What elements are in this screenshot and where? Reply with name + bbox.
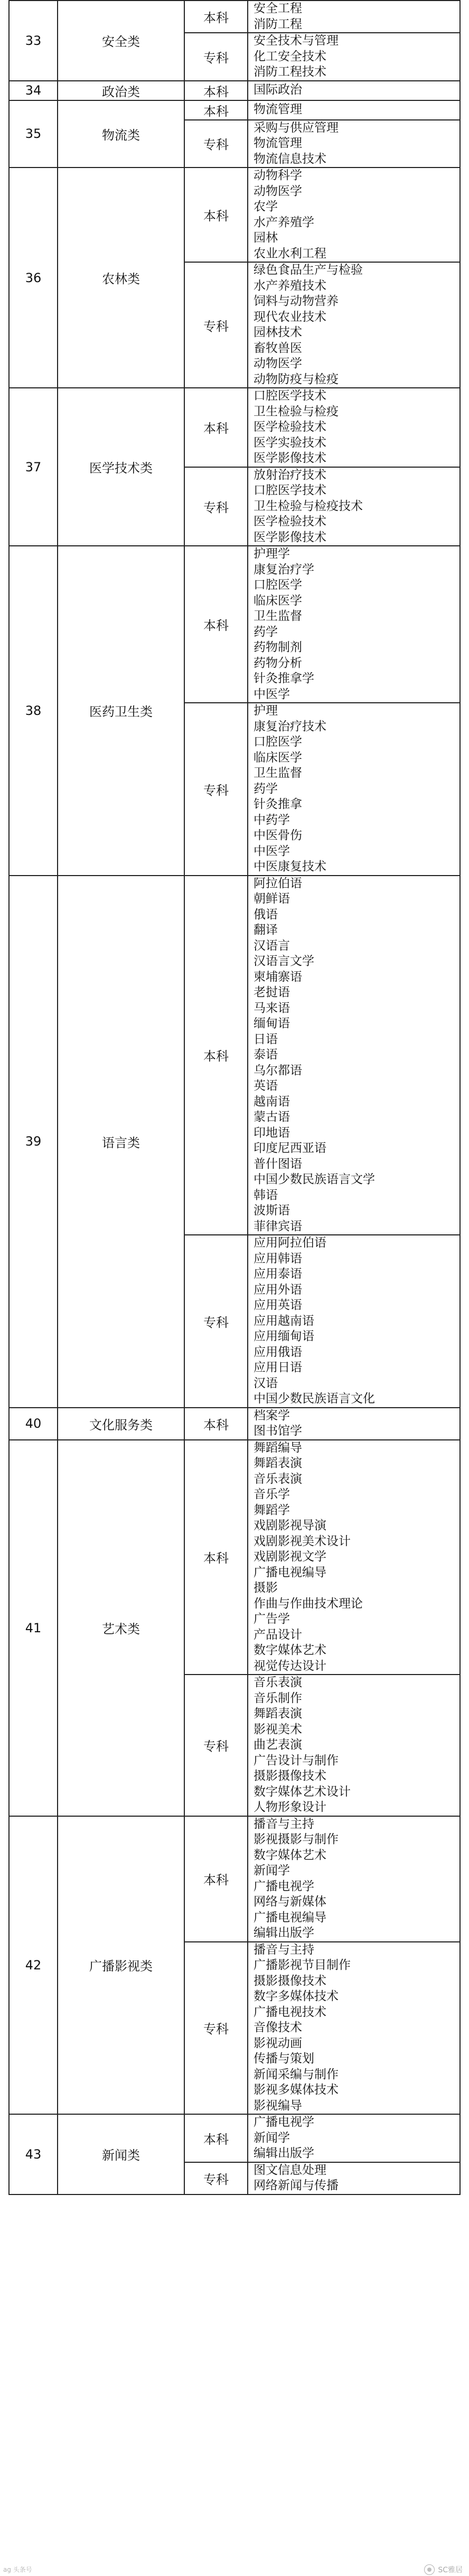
majors-list-cell (248, 1675, 460, 1816)
major-item: 动物医学 (254, 184, 302, 198)
major-item: 蒙古语 (254, 1110, 290, 1124)
table-row (9, 168, 460, 262)
table-row (9, 2114, 460, 2162)
table-row (9, 81, 460, 100)
major-item: 医学检验技术 (254, 515, 326, 528)
major-item: 菲律宾语 (254, 1219, 302, 1233)
major-item: 产品设计 (254, 1628, 302, 1642)
row-number-cell: 33 (9, 1, 58, 81)
major-item: 新闻学 (254, 2131, 290, 2145)
major-item: 针灸推拿 (254, 797, 302, 811)
major-item: 英语 (254, 1079, 278, 1093)
major-item: 影视动画 (254, 2036, 302, 2050)
row-number-cell: 36 (9, 168, 58, 388)
major-item: 摄影 (254, 1581, 278, 1595)
majors-list-cell (248, 388, 460, 467)
major-item: 泰语 (254, 1048, 278, 1062)
major-item: 药学 (254, 782, 278, 796)
major-item: 摄影摄像技术 (254, 1974, 326, 1988)
major-item: 广播电视技术 (254, 2005, 326, 2019)
major-item: 应用俄语 (254, 1345, 302, 1359)
major-item: 康复治疗技术 (254, 719, 326, 733)
major-item: 医学影像技术 (254, 451, 326, 465)
major-item: 口腔医学 (254, 578, 302, 592)
major-item: 广播电视编导 (254, 1910, 326, 1924)
major-item: 园林技术 (254, 326, 302, 339)
degree-level-cell: 专科 (184, 1942, 248, 2115)
majors-list-cell (248, 467, 460, 546)
major-item: 应用英语 (254, 1298, 302, 1312)
majors-list-cell (248, 546, 460, 703)
degree-level-cell: 本科 (184, 876, 248, 1235)
degree-level-cell: 本科 (184, 1, 248, 33)
major-item: 口腔医学 (254, 735, 302, 749)
major-item: 影视摄影与制作 (254, 1833, 339, 1846)
major-item: 园林 (254, 231, 278, 245)
degree-level-cell: 本科 (184, 546, 248, 703)
major-item: 动物防疫与检疫 (254, 372, 339, 386)
major-item: 越南语 (254, 1094, 290, 1109)
major-item: 图文信息处理 (254, 2163, 326, 2177)
major-item: 戏剧影视美术设计 (254, 1534, 351, 1548)
major-item: 影视编导 (254, 2098, 302, 2113)
major-item: 医学影像技术 (254, 530, 326, 544)
table-row (9, 388, 460, 467)
row-number-cell: 38 (9, 546, 58, 876)
major-item: 应用泰语 (254, 1267, 302, 1281)
major-item: 缅甸语 (254, 1017, 290, 1030)
major-item: 物流信息技术 (254, 152, 326, 166)
major-item: 应用日语 (254, 1361, 302, 1374)
major-item: 音乐学 (254, 1487, 290, 1501)
degree-level-cell: 专科 (184, 467, 248, 546)
category-cell: 物流类 (58, 100, 184, 168)
major-item: 药物分析 (254, 656, 302, 670)
row-number-cell: 35 (9, 100, 58, 168)
major-item: 广播电视学 (254, 2115, 314, 2129)
watermark-text: SC雅居 (438, 2566, 463, 2574)
major-item: 应用缅甸语 (254, 1329, 314, 1343)
major-item: 舞蹈表演 (254, 1707, 302, 1721)
watermark-left: ag 头条号 (3, 2566, 32, 2573)
major-item: 药学 (254, 625, 278, 639)
major-item: 采购与供应管理 (254, 120, 339, 135)
major-item: 汉语 (254, 1376, 278, 1390)
degree-level-cell: 本科 (184, 1440, 248, 1675)
major-item: 动物科学 (254, 169, 302, 182)
major-item: 波斯语 (254, 1204, 290, 1217)
major-item: 应用阿拉伯语 (254, 1236, 326, 1250)
category-cell: 广播影视类 (58, 1816, 184, 2115)
major-item: 印度尼西亚语 (254, 1141, 326, 1155)
major-item: 针灸推拿学 (254, 672, 314, 685)
major-item: 中医骨伤 (254, 829, 302, 842)
major-item: 农学 (254, 200, 278, 213)
major-item: 水产养殖技术 (254, 278, 326, 293)
major-item: 普什图语 (254, 1157, 302, 1171)
degree-level-cell: 本科 (184, 2114, 248, 2162)
majors-list-cell (248, 2114, 460, 2162)
major-item: 动物医学 (254, 357, 302, 370)
degree-level-cell: 本科 (184, 1408, 248, 1440)
category-cell: 艺术类 (58, 1440, 184, 1816)
majors-list-cell (248, 262, 460, 388)
row-number-cell: 40 (9, 1408, 58, 1440)
major-item: 数字媒体艺术设计 (254, 1784, 351, 1799)
major-item: 播音与主持 (254, 1817, 314, 1831)
major-item: 乌尔都语 (254, 1063, 302, 1077)
major-item: 新闻采编与制作 (254, 2067, 339, 2081)
major-item: 医学检验技术 (254, 420, 326, 434)
major-item: 放射治疗技术 (254, 468, 326, 482)
major-item: 音乐制作 (254, 1691, 302, 1705)
major-item: 绿色食品生产与检验 (254, 263, 363, 277)
major-item: 卫生监督 (254, 766, 302, 780)
table-row (9, 546, 460, 703)
table-row (9, 1, 460, 33)
degree-level-cell: 专科 (184, 1235, 248, 1408)
majors-list-cell (248, 1816, 460, 1942)
majors-list-cell (248, 1, 460, 33)
major-item: 影视多媒体技术 (254, 2083, 339, 2097)
category-cell: 农林类 (58, 168, 184, 388)
row-number-cell: 39 (9, 876, 58, 1408)
major-item: 卫生检验与检疫技术 (254, 499, 363, 513)
major-item: 化工安全技术 (254, 49, 326, 63)
majors-list-cell (248, 120, 460, 168)
table-row (9, 1408, 460, 1440)
major-item: 传播与策划 (254, 2052, 314, 2066)
degree-level-cell: 本科 (184, 81, 248, 100)
watermark (424, 2564, 463, 2575)
majors-list-cell (248, 1942, 460, 2115)
major-item: 畜牧兽医 (254, 341, 302, 355)
major-item: 中药学 (254, 813, 290, 827)
major-item: 朝鲜语 (254, 892, 290, 906)
major-item: 数字媒体艺术 (254, 1643, 326, 1657)
majors-list-cell (248, 168, 460, 262)
major-item: 物流管理 (254, 136, 302, 150)
major-item: 韩语 (254, 1188, 278, 1202)
major-item: 图书馆学 (254, 1424, 302, 1438)
row-number-cell: 43 (9, 2114, 58, 2194)
degree-level-cell: 专科 (184, 262, 248, 388)
major-item: 广播电视学 (254, 1879, 314, 1893)
degree-level-cell: 本科 (184, 168, 248, 262)
table-row (9, 100, 460, 120)
degree-level-cell: 专科 (184, 2162, 248, 2194)
major-item: 应用外语 (254, 1282, 302, 1297)
major-item: 中医康复技术 (254, 860, 326, 873)
major-item: 口腔医学技术 (254, 483, 326, 497)
major-item: 国际政治 (254, 83, 302, 97)
majors-list-cell (248, 1235, 460, 1408)
major-item: 药物制剂 (254, 640, 302, 654)
category-cell: 医学技术类 (58, 388, 184, 546)
major-item: 编辑出版学 (254, 1926, 314, 1940)
major-item: 中医学 (254, 844, 290, 858)
major-item: 卫生检验与检疫 (254, 404, 339, 419)
degree-level-cell: 本科 (184, 1816, 248, 1942)
major-item: 阿拉伯语 (254, 876, 302, 890)
category-cell: 政治类 (58, 81, 184, 100)
major-item: 物流管理 (254, 103, 302, 117)
row-number-cell: 41 (9, 1440, 58, 1816)
major-item: 播音与主持 (254, 1942, 314, 1957)
majors-list-cell (248, 2162, 460, 2194)
major-item: 作曲与作曲技术理论 (254, 1596, 363, 1611)
majors-list-cell (248, 81, 460, 100)
category-cell: 语言类 (58, 876, 184, 1408)
degree-level-cell: 本科 (184, 100, 248, 120)
major-item: 临床医学 (254, 593, 302, 608)
major-item: 康复治疗学 (254, 562, 314, 576)
major-item: 音乐表演 (254, 1472, 302, 1486)
category-cell: 医药卫生类 (58, 546, 184, 876)
degree-level-cell: 本科 (184, 388, 248, 467)
major-item: 广告学 (254, 1612, 290, 1626)
major-item: 戏剧影视导演 (254, 1519, 326, 1532)
major-item: 安全技术与管理 (254, 34, 339, 48)
major-item: 音乐表演 (254, 1676, 302, 1689)
major-item: 日语 (254, 1032, 278, 1046)
major-item: 数字多媒体技术 (254, 1989, 339, 2003)
major-item: 广播电视编导 (254, 1565, 326, 1579)
major-item: 舞蹈学 (254, 1503, 290, 1517)
row-number-cell: 42 (9, 1816, 58, 2115)
major-item: 编辑出版学 (254, 2146, 314, 2160)
majors-list-cell (248, 703, 460, 876)
major-item: 马来语 (254, 1001, 290, 1015)
category-cell: 安全类 (58, 1, 184, 81)
major-item: 摄影摄像技术 (254, 1769, 326, 1783)
majors-table (8, 0, 461, 2195)
major-item: 翻译 (254, 923, 278, 937)
major-item: 音像技术 (254, 2021, 302, 2034)
major-item: 影视美术 (254, 1722, 302, 1736)
major-item: 安全工程 (254, 2, 302, 15)
table-row (9, 1440, 460, 1675)
major-item: 卫生监督 (254, 609, 302, 623)
major-item: 曲艺表演 (254, 1738, 302, 1752)
major-item: 护理 (254, 704, 278, 718)
major-item: 广播影视节目制作 (254, 1958, 351, 1972)
category-cell: 文化服务类 (58, 1408, 184, 1440)
major-item: 护理学 (254, 547, 290, 561)
major-item: 印地语 (254, 1126, 290, 1140)
major-item: 档案学 (254, 1408, 290, 1422)
major-item: 汉语言文学 (254, 954, 314, 968)
major-item: 口腔医学技术 (254, 389, 326, 403)
major-item: 汉语言 (254, 938, 290, 953)
table-row (9, 1816, 460, 1942)
major-item: 新闻学 (254, 1864, 290, 1877)
major-item: 数字媒体艺术 (254, 1848, 326, 1862)
major-item: 水产养殖学 (254, 215, 314, 229)
major-item: 广告设计与制作 (254, 1753, 339, 1768)
degree-level-cell: 专科 (184, 33, 248, 81)
major-item: 临床医学 (254, 750, 302, 765)
major-item: 舞蹈编导 (254, 1440, 302, 1455)
category-cell: 新闻类 (58, 2114, 184, 2194)
major-item: 俄语 (254, 907, 278, 922)
major-item: 老挝语 (254, 985, 290, 999)
major-item: 中国少数民族语言文化 (254, 1392, 375, 1406)
table-row (9, 876, 460, 1235)
majors-table-body (9, 1, 460, 2194)
majors-list-cell (248, 100, 460, 120)
row-number-cell: 34 (9, 81, 58, 100)
major-item: 应用越南语 (254, 1314, 314, 1328)
major-item: 应用韩语 (254, 1251, 302, 1266)
majors-list-cell (248, 876, 460, 1235)
major-item: 现代农业技术 (254, 310, 326, 324)
major-item: 戏剧影视文学 (254, 1550, 326, 1564)
row-number-cell: 37 (9, 388, 58, 546)
major-item: 网络新闻与传播 (254, 2179, 339, 2192)
degree-level-cell: 专科 (184, 120, 248, 168)
majors-list-cell (248, 1440, 460, 1675)
major-item: 中国少数民族语言文学 (254, 1173, 375, 1186)
major-item: 舞蹈表演 (254, 1456, 302, 1470)
major-item: 人物形象设计 (254, 1800, 326, 1814)
degree-level-cell: 专科 (184, 703, 248, 876)
major-item: 消防工程技术 (254, 65, 326, 79)
degree-level-cell: 专科 (184, 1675, 248, 1816)
major-item: 视觉传达设计 (254, 1659, 326, 1673)
major-item: 中医学 (254, 687, 290, 701)
major-item: 医学实验技术 (254, 435, 326, 450)
majors-list-cell (248, 1408, 460, 1440)
major-item: 柬埔寨语 (254, 970, 302, 984)
major-item: 农业水利工程 (254, 246, 326, 261)
major-item: 网络与新媒体 (254, 1895, 326, 1909)
major-item: 消防工程 (254, 17, 302, 31)
major-item: 饲料与动物营养 (254, 294, 339, 308)
watermark-logo-icon (424, 2564, 435, 2575)
majors-list-cell (248, 33, 460, 81)
